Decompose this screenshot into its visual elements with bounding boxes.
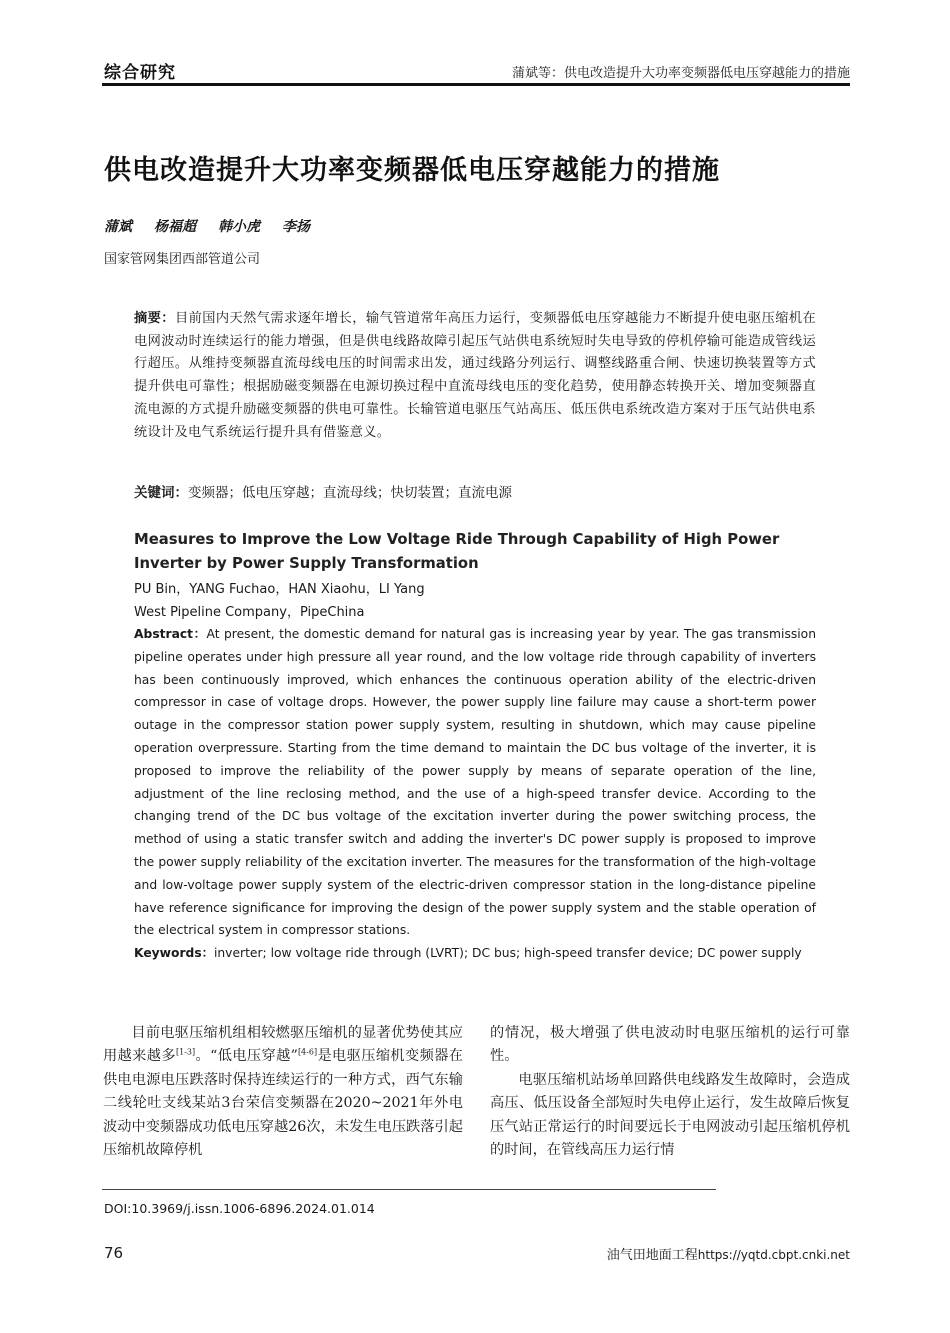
authors-en: PU Bin，YANG Fuchao，HAN Xiaohu，LI Yang: [134, 582, 425, 597]
running-title: 蒲斌等：供电改造提升大功率变频器低电压穿越能力的措施: [511, 66, 850, 81]
journal-url[interactable]: https://yqtd.cbpt.cnki.net: [697, 1248, 850, 1262]
abstract-cn-text: 目前国内天然气需求逐年增长，输气管道常年高压力运行，变频器低电压穿越能力不断提升使电驱压缩机在电网波动时连续运行的能力增强，但是供电线路故障引起压气站供电系统短时失电导致的停机停输可能造成管线运行超压。从维持变频器直流母线电压的时间需求出发，通过线路分列运行、调整线路重合闸、快速切换装置等方式提升供电可靠性；根据励磁变频器在电源切换过程中直流母线电压的变化趋势，使用静态转换开关、增加变频器直流电源的方式提升励磁变频器的供电可靠性。长输管道电驱压气站高压、低压供电系统改造方案对于压气站供电系统设计及电气系统运行提升具有借鉴意义。: [134, 311, 816, 440]
page-number: 76: [104, 1244, 124, 1262]
journal-footer: [607, 1244, 850, 1263]
abstract-en: [134, 623, 816, 942]
doi: DOI:10.3969/j.issn.1006-6896.2024.01.014: [104, 1201, 375, 1216]
body-paragraph: 电驱压缩机站场单回路供电线路发生故障时，会造成高压、低压设备全部短时失电停止运行，发生故障后恢复压气站正常运行的时间要远长于电网波动引起压缩机停机的时间，在管线高压力运行情: [490, 1071, 850, 1159]
body-text: 是电驱压缩机变频器在供电电源电压跌落时保持连续运行的一种方式，西气东输二线轮吐支线某站3台荣信变频器在2020~2021年外电波动中变频器成功低电压穿越26次，未发生电压跌落引起压缩机故障停机: [103, 1048, 463, 1159]
abstract-en-label: Abstract：: [134, 627, 207, 641]
paper-title-cn: 供电改造提升大功率变频器低电压穿越能力的措施: [104, 155, 720, 186]
body-text: 。“低电压穿越”: [195, 1048, 298, 1065]
affiliation-cn: 国家管网集团西部管道公司: [104, 252, 261, 267]
body-paragraph: [103, 1022, 463, 1162]
author-cn: 李扬: [282, 219, 310, 235]
paper-title-en: Measures to Improve the Low Voltage Ride Through Capability of High Power Inverter by Power Supply Transformation: [134, 531, 780, 572]
journal-name: 油气田地面工程: [606, 1248, 698, 1263]
keywords-en-text: inverter; low voltage ride through (LVRT); DC bus; high-speed transfer device; DC power supply: [213, 946, 802, 960]
author-cn: 韩小虎: [218, 219, 260, 235]
keywords-en: [134, 942, 816, 965]
footnote-rule: [102, 1189, 716, 1190]
keywords-cn-label: 关键词：: [134, 485, 188, 501]
header-rule: [102, 83, 850, 86]
body-column-left: [103, 1022, 463, 1162]
abstract-en-text: At present, the domestic demand for natural gas is increasing year by year. The gas transmission pipeline operates under high pressure all year round, and the low voltage ride through capability of inverters has been continuously improved, which enhances the continuous operation ability of the electric-driven compressor in case of voltage drops. However, the power supply line failure may cause a short-term power outage in the compressor station power supply system, resulting in shutdown, which may cause pipeline operation overpressure. Starting from the time demand to maintain the DC bus voltage of the inverter, it is proposed to improve the reliability of the power supply by means of separate operation of the line, adjustment of the line reclosing method, and the use of a high-speed transfer device. According to the changing trend of the DC bus voltage of the excitation inverter during the power switching process, the method of using a static transfer switch and adding the inverter's DC power supply is proposed to improve the power supply reliability of the excitation inverter. The measures for the transformation of the high-voltage and low-voltage power supply system of the electric-driven compressor station in the long-distance pipeline have reference significance for improving the design of the power supply system and the stable operation of the electrical system in compressor stations.: [134, 627, 816, 938]
keywords-en-label: Keywords：: [134, 946, 214, 960]
keywords-cn-text: 变频器；低电压穿越；直流母线；快切装置；直流电源: [188, 485, 512, 501]
author-cn: 杨福超: [154, 219, 196, 235]
citation: [4-6]: [297, 1047, 318, 1057]
author-cn: 蒲斌: [104, 219, 132, 235]
keywords-cn: [134, 481, 816, 501]
citation: [1-3]: [175, 1047, 196, 1057]
abstract-cn-label: 摘要：: [134, 311, 175, 326]
section-label: 综合研究: [104, 63, 176, 83]
body-column-right: [490, 1022, 850, 1162]
affiliation-en: West Pipeline Company，PipeChina: [134, 605, 365, 620]
abstract-cn: [134, 308, 816, 444]
body-text: 目前电驱压缩机组相较燃驱压缩机的显著优势使其应用越来越多: [103, 1025, 463, 1065]
authors-cn: [104, 216, 332, 236]
body-paragraph: 的情况，极大增强了供电波动时电驱压缩机的运行可靠性。: [490, 1025, 850, 1065]
